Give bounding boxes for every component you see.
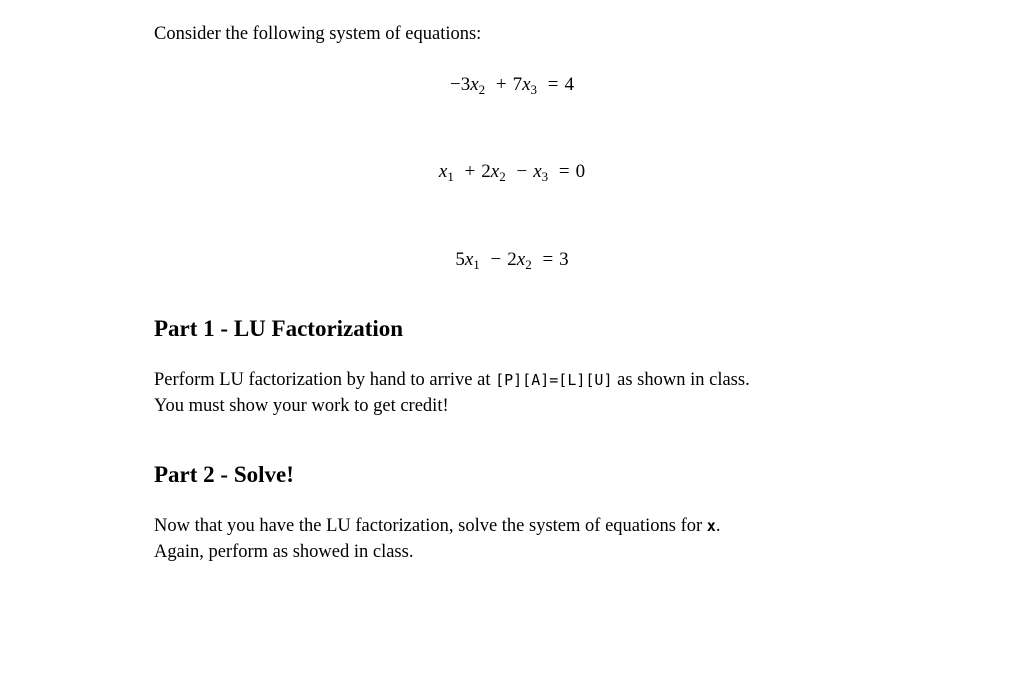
eq3-term1-coef: 5 xyxy=(455,249,465,270)
eq3-term2-coef: 2 xyxy=(507,249,517,270)
part2-line-1 xyxy=(154,514,720,539)
eq1-term2-sub: 3 xyxy=(530,82,538,97)
eq1-term2-var: x xyxy=(522,74,531,95)
eq2-rhs: 0 xyxy=(575,161,586,182)
part2-line1-before: Now that you have the LU factorization, solve the system of equations for xyxy=(154,516,707,536)
eq2-term2-var: x xyxy=(490,161,500,182)
intro-text: Consider the following system of equations: xyxy=(154,24,482,44)
eq2-term1-var: x xyxy=(438,161,448,182)
eq3-op1: − xyxy=(490,249,502,270)
eq3-term1-sub: 1 xyxy=(473,257,480,272)
eq3-term2-var: x xyxy=(516,249,526,270)
part1-line1-after: as shown in class. xyxy=(612,370,750,390)
eq2-term3-sub: 3 xyxy=(541,169,549,184)
eq2-term2-coef: 2 xyxy=(481,161,491,182)
part1-line1-before: Perform LU factorization by hand to arrive at xyxy=(154,370,496,390)
eq3-term2-sub: 2 xyxy=(525,257,532,272)
eq3-rhs: 3 xyxy=(559,249,569,270)
eq3-equals: = xyxy=(542,249,554,270)
equation-3 xyxy=(0,247,1024,273)
eq2-term3-var: x xyxy=(533,161,542,182)
part2-x-code: x xyxy=(706,517,716,535)
part1-equation-code: [P][A]=[L][U] xyxy=(495,371,613,389)
eq1-rhs: 4 xyxy=(564,74,575,95)
part2-heading: Part 2 - Solve! xyxy=(154,462,294,487)
equation-2 xyxy=(0,159,1024,185)
part1-line-1 xyxy=(154,368,750,393)
eq2-op2: − xyxy=(516,161,528,182)
eq1-equals: = xyxy=(547,74,559,95)
eq2-term2-sub: 2 xyxy=(499,169,506,184)
eq2-equals: = xyxy=(558,161,570,182)
eq2-op1: + xyxy=(464,161,476,182)
part1-line-2: You must show your work to get credit! xyxy=(154,396,449,416)
part2-line-2: Again, perform as showed in class. xyxy=(154,542,414,562)
eq1-term2-coef: 7 xyxy=(512,74,523,95)
eq1-term1-var: x xyxy=(470,74,479,95)
eq2-term1-sub: 1 xyxy=(447,169,454,184)
eq3-term1-var: x xyxy=(464,249,474,270)
part2-line1-after: . xyxy=(715,516,721,536)
eq1-term1-coef: −3 xyxy=(449,74,471,95)
equation-1 xyxy=(0,72,1024,98)
eq1-op1: + xyxy=(495,74,507,95)
part1-heading: Part 1 - LU Factorization xyxy=(154,316,404,341)
eq1-term1-sub: 2 xyxy=(478,82,486,97)
